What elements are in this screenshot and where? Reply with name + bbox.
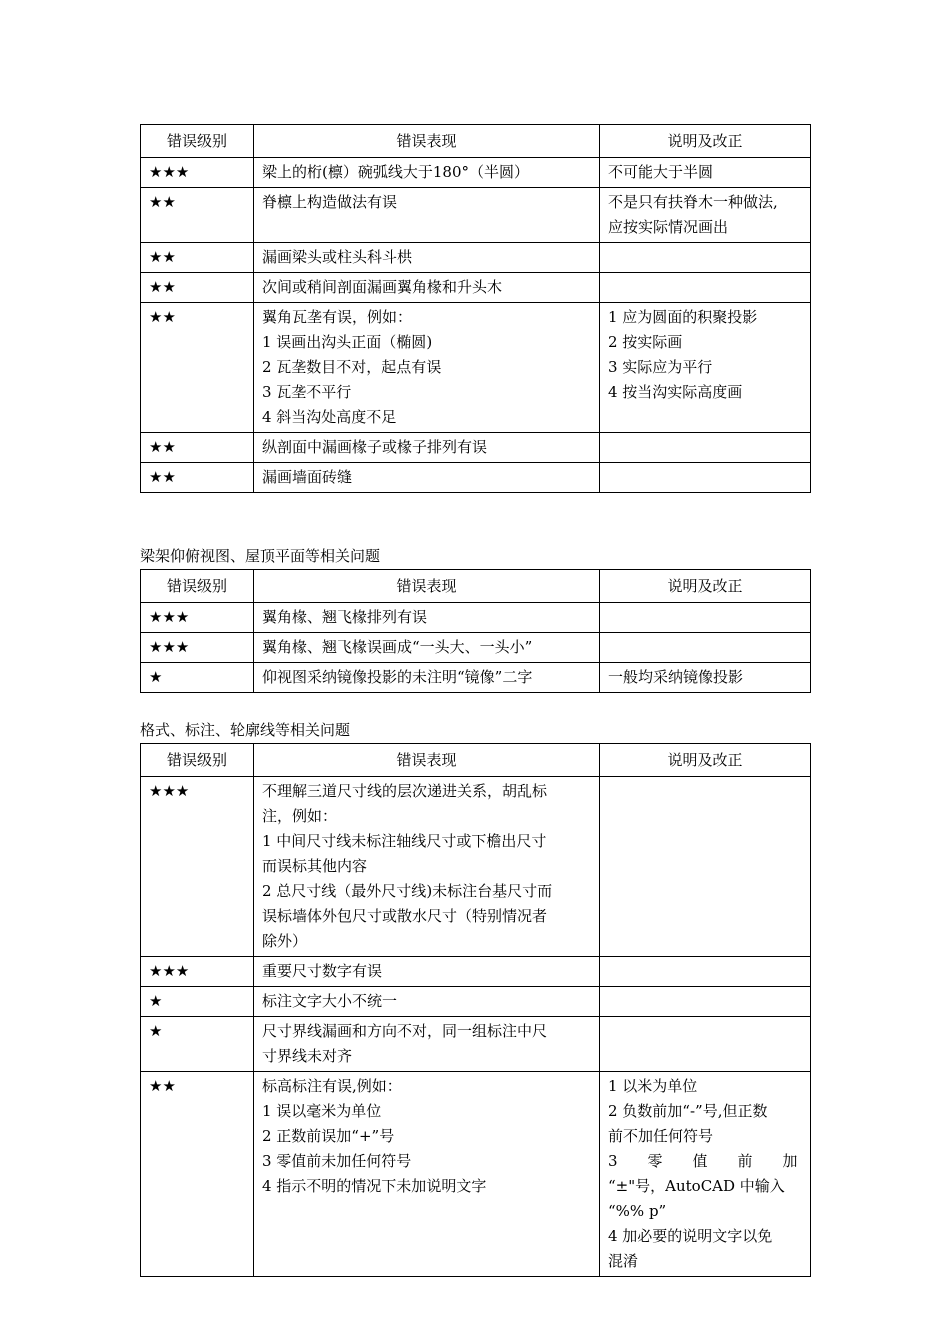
error-description-line: 纵剖面中漏画椽子或椽子排列有误 xyxy=(262,438,488,456)
error-description-line: 而误标其他内容 xyxy=(262,857,368,875)
error-level-stars: ★★ xyxy=(141,243,254,273)
correction-note-cell xyxy=(600,957,811,987)
correction-note-line: 前不加任何符号 xyxy=(608,1127,714,1145)
error-description-line: 1 中间尺寸线未标注轴线尺寸或下檐出尺寸 xyxy=(262,832,547,850)
header-note: 说明及改正 xyxy=(600,744,811,777)
error-description-line: 3 零值前未加任何符号 xyxy=(262,1152,412,1170)
table-row xyxy=(141,957,811,987)
table-row xyxy=(141,463,811,493)
header-level: 错误级别 xyxy=(141,125,254,158)
error-description-line: 寸界线未对齐 xyxy=(262,1047,353,1065)
error-description-cell xyxy=(254,158,600,188)
error-description-line: 翼角椽、翘飞椽排列有误 xyxy=(262,608,428,626)
correction-note-cell xyxy=(600,188,811,243)
table-row xyxy=(141,603,811,633)
table-row xyxy=(141,1072,811,1277)
error-description-line: 次间或稍间剖面漏画翼角椽和升头木 xyxy=(262,278,503,296)
correction-note-line: 不可能大于半圆 xyxy=(608,163,714,181)
correction-note-line: 3 实际应为平行 xyxy=(608,358,713,376)
header-description: 错误表现 xyxy=(254,125,600,158)
error-description-cell xyxy=(254,273,600,303)
table-row xyxy=(141,303,811,433)
header-note: 说明及改正 xyxy=(600,570,811,603)
error-level-stars: ★ xyxy=(141,987,254,1017)
correction-note-cell xyxy=(600,158,811,188)
error-description-cell xyxy=(254,188,600,243)
error-description-line: 不理解三道尺寸线的层次递进关系，胡乱标 xyxy=(262,782,548,800)
correction-note-line: 一般均采纳镜像投影 xyxy=(608,668,744,686)
correction-note-cell xyxy=(600,1072,811,1277)
correction-note-line: 混淆 xyxy=(608,1252,639,1270)
error-description-cell xyxy=(254,777,600,957)
table-row xyxy=(141,243,811,273)
correction-note-line: “±"号，AutoCAD 中输入 xyxy=(608,1177,785,1195)
error-level-stars: ★★ xyxy=(141,433,254,463)
section-title-roof: 梁架仰俯视图、屋顶平面等相关问题 xyxy=(140,547,381,565)
error-level-stars: ★★★ xyxy=(141,603,254,633)
error-description-line: 4 斜当沟处高度不足 xyxy=(262,408,397,426)
header-description: 错误表现 xyxy=(254,570,600,603)
correction-note-cell xyxy=(600,1017,811,1072)
error-description-cell xyxy=(254,603,600,633)
error-description-cell xyxy=(254,663,600,693)
table-header-row xyxy=(141,570,811,603)
error-description-line: 2 总尺寸线（最外尺寸线)未标注台基尺寸而 xyxy=(262,882,553,900)
error-description-cell xyxy=(254,1072,600,1277)
table-row xyxy=(141,663,811,693)
correction-note-cell xyxy=(600,463,811,493)
error-description-line: 漏画墙面砖缝 xyxy=(262,468,353,486)
error-description-line: 注，例如： xyxy=(262,807,338,825)
error-level-stars: ★★ xyxy=(141,188,254,243)
error-description-line: 1 误以毫米为单位 xyxy=(262,1102,382,1120)
error-description-line: 1 误画出沟头正面（椭圆) xyxy=(262,333,433,351)
correction-note-line: 不是只有扶脊木一种做法, xyxy=(608,193,778,211)
error-description-cell xyxy=(254,433,600,463)
correction-note-line: 3 零 值 前 加 xyxy=(608,1152,798,1170)
correction-note-cell xyxy=(600,303,811,433)
error-description-line: 漏画梁头或柱头科斗栱 xyxy=(262,248,413,266)
error-description-cell xyxy=(254,957,600,987)
table-row xyxy=(141,1017,811,1072)
table-row xyxy=(141,633,811,663)
table-row xyxy=(141,987,811,1017)
error-description-line: 标注文字大小不统一 xyxy=(262,992,398,1010)
header-level: 错误级别 xyxy=(141,570,254,603)
error-description-line: 除外） xyxy=(262,932,308,950)
error-level-stars: ★★ xyxy=(141,463,254,493)
correction-note-cell xyxy=(600,987,811,1017)
correction-note-cell xyxy=(600,433,811,463)
table-header-row xyxy=(141,744,811,777)
error-description-line: 仰视图采纳镜像投影的未注明“镜像”二字 xyxy=(262,668,533,686)
header-note: 说明及改正 xyxy=(600,125,811,158)
error-description-cell xyxy=(254,1017,600,1072)
error-level-stars: ★★★ xyxy=(141,158,254,188)
correction-note-line: “%% p” xyxy=(608,1202,667,1220)
header-level: 错误级别 xyxy=(141,744,254,777)
correction-note-line: 4 按当沟实际高度画 xyxy=(608,383,743,401)
error-description-line: 4 指示不明的情况下未加说明文字 xyxy=(262,1177,487,1195)
error-table-3 xyxy=(140,743,811,1277)
correction-note-line: 4 加必要的说明文字以免 xyxy=(608,1227,773,1245)
table-row xyxy=(141,158,811,188)
error-description-cell xyxy=(254,633,600,663)
error-description-line: 标高标注有误,例如： xyxy=(262,1077,402,1095)
table-row xyxy=(141,433,811,463)
document-page xyxy=(140,124,810,1277)
error-description-line: 翼角瓦垄有误，例如： xyxy=(262,308,413,326)
table-row xyxy=(141,188,811,243)
error-level-stars: ★★★ xyxy=(141,957,254,987)
error-description-line: 2 瓦垄数目不对，起点有误 xyxy=(262,358,442,376)
correction-note-cell xyxy=(600,273,811,303)
correction-note-line: 1 以米为单位 xyxy=(608,1077,698,1095)
error-table-2 xyxy=(140,569,811,693)
error-table-1 xyxy=(140,124,811,493)
correction-note-cell xyxy=(600,243,811,273)
error-level-stars: ★★ xyxy=(141,273,254,303)
correction-note-cell xyxy=(600,663,811,693)
error-level-stars: ★ xyxy=(141,663,254,693)
error-level-stars: ★★★ xyxy=(141,633,254,663)
error-description-line: 翼角椽、翘飞椽误画成“一头大、一头小” xyxy=(262,638,533,656)
error-level-stars: ★★ xyxy=(141,1072,254,1277)
error-description-line: 2 正数前误加“+”号 xyxy=(262,1127,395,1145)
error-description-line: 3 瓦垄不平行 xyxy=(262,383,352,401)
table-header-row xyxy=(141,125,811,158)
correction-note-cell xyxy=(600,777,811,957)
correction-note-line: 应按实际情况画出 xyxy=(608,218,729,236)
table-row xyxy=(141,777,811,957)
error-description-cell xyxy=(254,987,600,1017)
correction-note-cell xyxy=(600,603,811,633)
error-level-stars: ★★ xyxy=(141,303,254,433)
error-description-line: 尺寸界线漏画和方向不对，同一组标注中尺 xyxy=(262,1022,548,1040)
correction-note-line: 2 负数前加“-”号,但正数 xyxy=(608,1102,768,1120)
error-description-cell xyxy=(254,243,600,273)
error-description-line: 误标墙体外包尺寸或散水尺寸（特别情况者 xyxy=(262,907,548,925)
correction-note-cell xyxy=(600,633,811,663)
correction-note-line: 1 应为圆面的积聚投影 xyxy=(608,308,758,326)
error-description-line: 梁上的桁(檩）碗弧线大于180°（半圆） xyxy=(262,163,529,181)
error-level-stars: ★ xyxy=(141,1017,254,1072)
error-description-cell xyxy=(254,303,600,433)
table-row xyxy=(141,273,811,303)
header-description: 错误表现 xyxy=(254,744,600,777)
error-description-line: 重要尺寸数字有误 xyxy=(262,962,383,980)
error-level-stars: ★★★ xyxy=(141,777,254,957)
section-title-format: 格式、标注、轮廓线等相关问题 xyxy=(140,721,351,739)
error-description-line: 脊檩上构造做法有误 xyxy=(262,193,398,211)
correction-note-line: 2 按实际画 xyxy=(608,333,683,351)
error-description-cell xyxy=(254,463,600,493)
